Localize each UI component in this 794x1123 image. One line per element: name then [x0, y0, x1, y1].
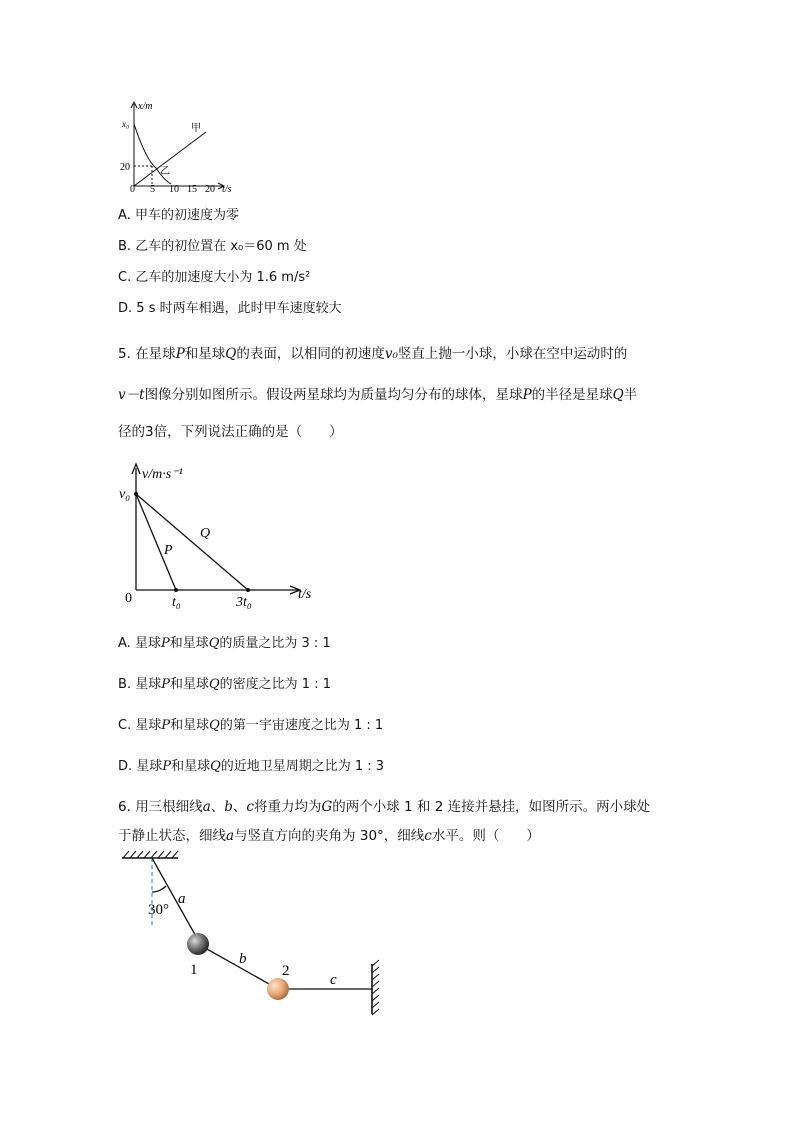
- xt-label-jia: 甲: [191, 123, 201, 134]
- stem-text: 与竖直方向的夹角为 30°，细线: [234, 828, 425, 844]
- var-q: Q: [209, 718, 220, 733]
- vt-x-tick-t0: t₀: [172, 595, 181, 610]
- q5-stem-line3: [118, 423, 343, 441]
- option-text: 星球: [134, 636, 161, 651]
- option-text: 的密度之比为 1 : 1: [219, 677, 331, 692]
- var-p: P: [162, 759, 172, 774]
- vt-x-tick-3t0: 3t₀: [236, 595, 252, 610]
- option-letter: C.: [118, 270, 132, 285]
- q6-stem-line1: [118, 798, 650, 816]
- option-letter: C.: [118, 718, 132, 733]
- xt-x-tick: 20: [205, 184, 215, 194]
- stem-text: 于静止状态，细线: [118, 828, 226, 844]
- var-b: b: [224, 799, 233, 815]
- stem-text: 将重力均为: [253, 799, 322, 815]
- string-b: [198, 944, 278, 989]
- xt-x-tick: 10: [169, 184, 179, 194]
- xt-x-tick: 5: [150, 184, 155, 194]
- stem-text: 径的3倍，下列说法正确的是（ ）: [118, 424, 343, 440]
- option-text: 5 s 时两车相遇，此时甲车速度较大: [136, 301, 342, 316]
- vt-graph: [114, 460, 324, 610]
- stem-text: 的半径是星球: [531, 387, 613, 403]
- xt-y-tick-top: x₀: [122, 119, 130, 129]
- var-v0: v₀: [384, 346, 398, 362]
- xt-graph: [118, 98, 248, 194]
- var-q: Q: [210, 759, 221, 774]
- q4-option-c[interactable]: [118, 270, 310, 286]
- q4-option-b[interactable]: [118, 239, 307, 255]
- vt-point-3t0: [246, 588, 250, 592]
- stem-text: 在星球: [135, 346, 176, 362]
- ball-1: [187, 933, 209, 955]
- xt-x-tick: 15: [187, 184, 197, 194]
- option-text: 和星球: [170, 718, 210, 733]
- angle-arc: [152, 886, 166, 892]
- angle-label: 30°: [148, 902, 169, 918]
- option-text: 的第一宇宙速度之比为 1 : 1: [219, 718, 384, 733]
- var-vt: v－t: [118, 387, 145, 403]
- q5-option-c[interactable]: [118, 718, 383, 734]
- option-letter: A.: [118, 636, 131, 651]
- question-number: 5.: [118, 346, 131, 362]
- option-letter: D.: [118, 759, 133, 774]
- q5-option-b[interactable]: [118, 677, 331, 693]
- q4-option-a[interactable]: [118, 208, 239, 224]
- var-p: P: [160, 636, 170, 651]
- label-b: b: [239, 951, 247, 967]
- var-q: Q: [208, 636, 220, 651]
- vt-label-q: Q: [200, 526, 211, 541]
- option-letter: B.: [118, 677, 132, 692]
- vt-point-v0: [134, 492, 138, 496]
- option-text: 的质量之比为 3 : 1: [219, 636, 331, 651]
- stem-text: 水平。则（ ）: [431, 828, 540, 844]
- vt-label-p: P: [164, 543, 173, 558]
- stem-text: 、: [210, 799, 225, 815]
- label-c: c: [330, 972, 337, 988]
- option-letter: A.: [118, 208, 131, 223]
- option-text: 和星球: [171, 759, 211, 774]
- stem-text: 和星球: [184, 346, 226, 362]
- vt-point-t0: [174, 588, 178, 592]
- line-jia: [134, 132, 206, 186]
- var-p: P: [161, 677, 170, 692]
- line-q: [136, 494, 248, 590]
- var-c: c: [424, 828, 432, 844]
- xt-y-tick-mid: 20: [120, 162, 130, 173]
- xt-x-tick: 0: [130, 184, 135, 194]
- stem-text: 的两个小球 1 和 2 连接并悬挂，如图所示。两小球处: [332, 799, 651, 815]
- q4-option-d[interactable]: [118, 301, 342, 317]
- stem-text: 用三根细线: [135, 799, 203, 815]
- option-letter: D.: [118, 301, 133, 316]
- q5-stem-line2: [118, 386, 637, 404]
- var-a: a: [202, 799, 211, 815]
- var-c: c: [246, 799, 254, 815]
- option-text: 甲车的初速度为零: [134, 208, 239, 223]
- stem-text: 图像分别如图所示。假设两星球均为质量均匀分布的球体，星球: [144, 387, 523, 403]
- var-p: P: [522, 387, 532, 403]
- ceiling-support: [122, 851, 178, 858]
- xt-y-label: x/m: [138, 101, 153, 112]
- ball-1-label: 1: [190, 962, 198, 978]
- question-number: 6.: [118, 799, 131, 815]
- var-g: G: [321, 799, 333, 815]
- wall-support: [372, 960, 379, 1015]
- option-text: 和星球: [169, 677, 209, 692]
- q5-option-a[interactable]: [118, 636, 331, 652]
- option-letter: B.: [118, 239, 132, 254]
- q5-option-d[interactable]: [118, 759, 384, 775]
- xt-label-yi: 乙: [160, 166, 170, 177]
- vt-x-label: t/s: [298, 587, 312, 602]
- option-text: 星球: [135, 718, 162, 733]
- stem-text: 竖直上抛一小球，小球在空中运动时的: [397, 346, 628, 362]
- q5-stem-line1: [118, 345, 627, 363]
- label-a: a: [178, 891, 186, 907]
- stem-text: 半: [623, 387, 638, 403]
- stem-text: 、: [232, 799, 247, 815]
- option-text: 星球: [136, 759, 163, 774]
- option-text: 乙车的加速度大小为 1.6 m/s²: [135, 270, 311, 285]
- string-a: [152, 858, 198, 940]
- stem-text: 的表面，以相同的初速度: [236, 346, 385, 362]
- var-a: a: [226, 828, 235, 844]
- option-text: 乙车的初位置在 x₀＝60 m 处: [135, 239, 307, 254]
- ball-2-label: 2: [282, 963, 290, 979]
- hanging-balls-figure: [114, 848, 404, 1020]
- line-p: [136, 494, 176, 590]
- vt-origin: 0: [125, 591, 132, 606]
- vt-y-label: v/m·s⁻¹: [142, 467, 183, 482]
- var-p: P: [161, 718, 171, 733]
- var-q: Q: [208, 677, 220, 692]
- q6-stem-line2: [118, 827, 540, 845]
- option-text: 和星球: [169, 636, 209, 651]
- var-q: Q: [225, 346, 237, 362]
- var-p: P: [175, 346, 185, 362]
- option-text: 星球: [135, 677, 162, 692]
- vt-y-tick: v₀: [119, 487, 131, 502]
- ball-2: [267, 978, 289, 1000]
- var-q: Q: [612, 387, 624, 403]
- option-text: 的近地卫星周期之比为 1 : 3: [220, 759, 385, 774]
- xt-x-label: t/s: [222, 184, 232, 194]
